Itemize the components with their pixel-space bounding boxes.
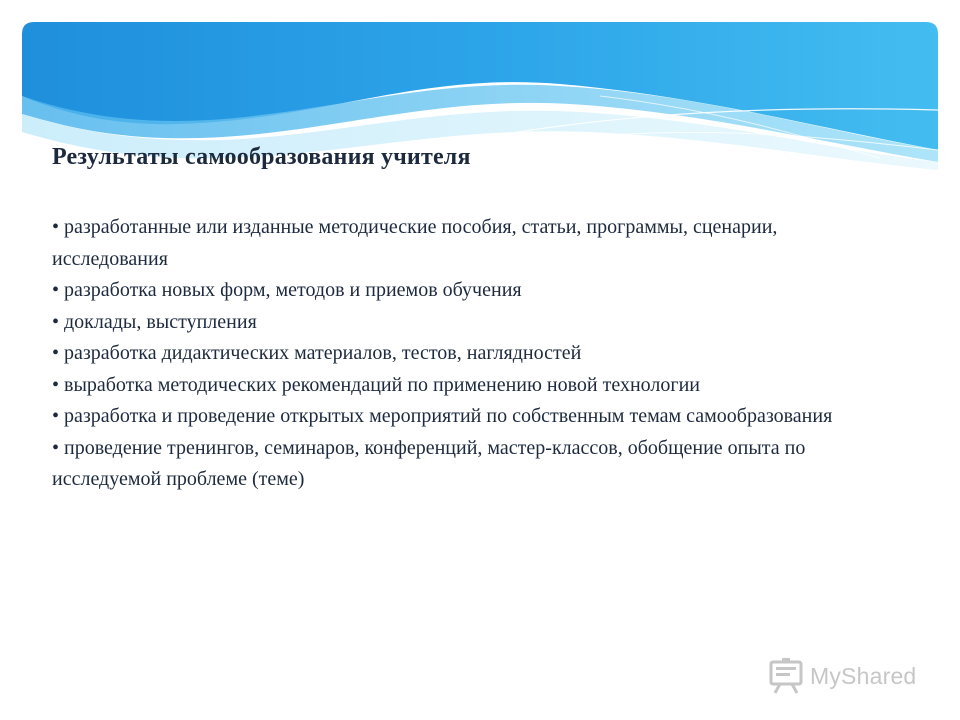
bullet-item: • разработка и проведение открытых мероприятий по собственным темам самообразования (52, 405, 833, 427)
bullet-list (52, 212, 852, 496)
bullet-item: • разработанные или изданные методические пособия, статьи, программы, сценарии, исследования (52, 216, 778, 270)
presentation-board-icon (768, 657, 804, 695)
slide-title: Результаты самообразования учителя (52, 144, 471, 170)
myshared-logo (768, 656, 916, 696)
bullet-item: • разработка дидактических материалов, тестов, наглядностей (52, 342, 582, 364)
logo-text: MyShared (810, 662, 917, 689)
bullet-item: • разработка новых форм, методов и приемов обучения (52, 279, 522, 301)
bullet-item: • доклады, выступления (52, 310, 257, 333)
bullet-item: • проведение тренингов, семинаров, конференций, мастер-классов, обобщение опыта по исследуемой проблеме (теме) (52, 436, 806, 490)
bullet-item: • выработка методических рекомендаций по применению новой технологии (52, 373, 701, 396)
